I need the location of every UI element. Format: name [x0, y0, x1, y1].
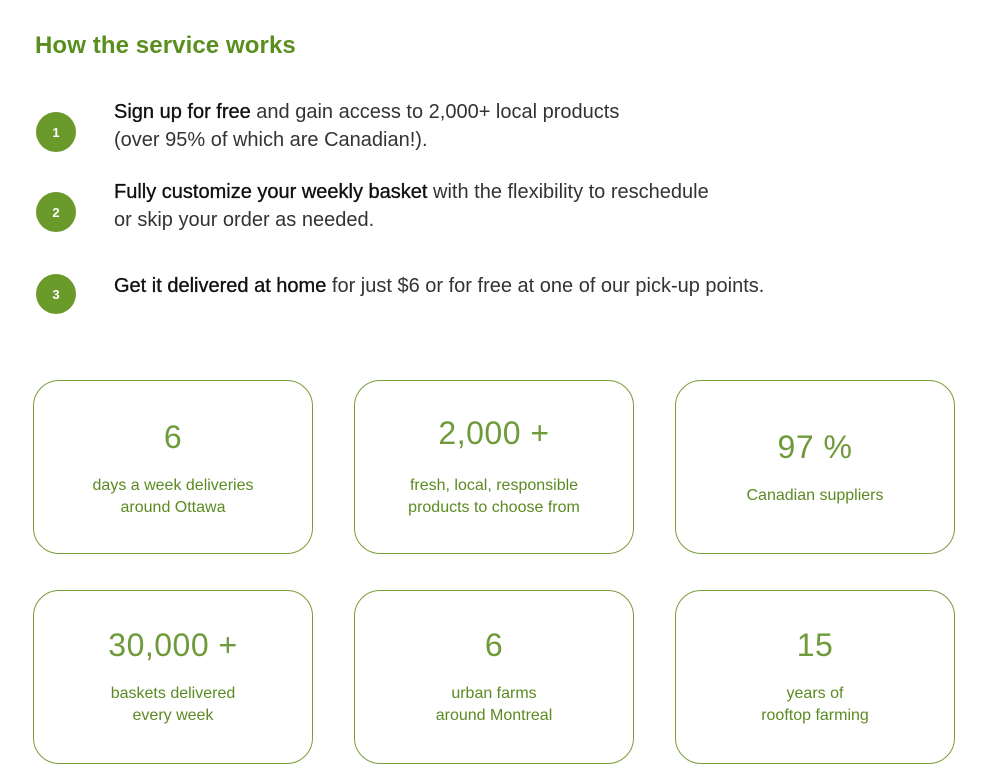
step-text — [114, 178, 954, 234]
step-1 — [36, 94, 976, 178]
step-highlight: Fully customize your weekly basket — [114, 181, 428, 203]
stat-description-line1: fresh, local, responsible — [409, 477, 579, 494]
stat-description — [365, 683, 623, 727]
stat-description-line1: urban farms — [451, 685, 537, 702]
step-description: for just $6 or for free at one of our pick-up points. — [326, 275, 765, 297]
step-text — [114, 98, 954, 154]
stat-description-line2: around Ottawa — [120, 499, 226, 516]
stat-description — [686, 485, 944, 507]
step-text — [114, 272, 954, 300]
stat-description — [686, 683, 944, 727]
stat-description-line2: around Montreal — [435, 707, 553, 724]
step-description: and gain access to 2,000+ local products — [250, 101, 620, 123]
step-description-line2: or skip your order as needed. — [114, 209, 375, 231]
stat-description-line1: years of — [786, 685, 844, 702]
stat-card-suppliers — [675, 380, 955, 554]
stat-value: 6 — [163, 419, 183, 455]
stat-value: 15 — [796, 627, 834, 663]
step-number-badge: 1 — [36, 112, 76, 152]
stat-value: 97 % — [777, 429, 853, 465]
stat-description-line1: Canadian suppliers — [746, 487, 884, 504]
step-number-badge: 2 — [36, 192, 76, 232]
stat-description-line2: every week — [132, 707, 214, 724]
stat-card-farms — [354, 590, 634, 764]
stat-description — [44, 475, 302, 519]
stat-card-products — [354, 380, 634, 554]
stat-description — [44, 683, 302, 727]
stat-card-deliveries — [33, 380, 313, 554]
step-3 — [36, 270, 976, 350]
steps-list — [36, 94, 976, 350]
step-highlight: Sign up for free — [114, 101, 251, 123]
stat-value: 30,000 + — [108, 627, 238, 663]
step-description: with the flexibility to reschedule — [427, 181, 709, 203]
page-title: How the service works — [35, 32, 296, 59]
step-highlight: Get it delivered at home — [114, 275, 327, 297]
stat-description-line1: days a week deliveries — [92, 477, 254, 494]
stat-card-baskets — [33, 590, 313, 764]
stat-value: 6 — [484, 627, 504, 663]
stat-description — [365, 475, 623, 519]
stat-value: 2,000 + — [438, 415, 550, 451]
step-2 — [36, 178, 976, 270]
step-number-badge: 3 — [36, 274, 76, 314]
stat-description-line1: baskets delivered — [110, 685, 236, 702]
step-description-line2: (over 95% of which are Canadian!). — [114, 129, 428, 151]
stat-description-line2: rooftop farming — [761, 707, 869, 724]
stat-description-line2: products to choose from — [408, 499, 580, 516]
stat-card-years — [675, 590, 955, 764]
